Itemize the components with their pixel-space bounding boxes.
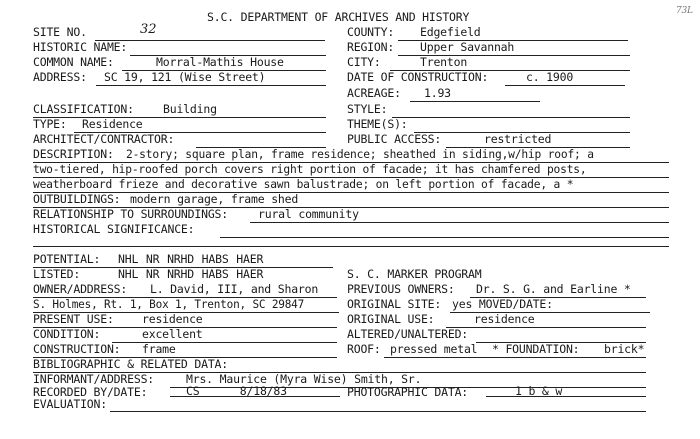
- construction-value: frame: [142, 342, 176, 356]
- original-use-line: [446, 327, 646, 328]
- public-access-label: PUBLIC ACCESS:: [347, 132, 442, 146]
- photographic-label: PHOTOGRAPHIC DATA:: [347, 385, 469, 399]
- condition-value: excellent: [142, 327, 203, 341]
- listed-options: NHL NR NRHD HABS HAER: [118, 267, 264, 281]
- site-no-value: 32: [140, 22, 157, 37]
- original-use-label: ORIGINAL USE:: [347, 312, 435, 326]
- description-rule-3: [33, 192, 669, 193]
- acreage-value: 1.93: [424, 86, 451, 100]
- condition-label: CONDITION:: [33, 327, 101, 341]
- roof-value: pressed metal: [390, 342, 478, 356]
- date-line: [505, 85, 625, 86]
- architect-label: ARCHITECT/CONTRACTOR:: [33, 132, 175, 146]
- region-value: Upper Savannah: [420, 40, 515, 54]
- card-header: S.C. DEPARTMENT OF ARCHIVES AND HISTORY: [207, 10, 470, 24]
- relationship-line: [250, 222, 669, 223]
- acreage-line: [410, 101, 540, 102]
- corner-mark: 73L: [676, 6, 693, 16]
- owner-address-line-2: S. Holmes, Rt. 1, Box 1, Trenton, SC 29847: [33, 297, 305, 311]
- recorded-label: RECORDED BY/DATE:: [33, 385, 148, 399]
- original-site-label: ORIGINAL SITE:: [347, 297, 442, 311]
- roof-foundation-line: [384, 357, 646, 358]
- acreage-label: ACREAGE:: [347, 86, 401, 100]
- original-site-value: yes MOVED/DATE:: [452, 297, 553, 311]
- blank-rule: [33, 246, 669, 247]
- theme-label: THEME(S):: [347, 117, 408, 131]
- altered-label: ALTERED/UNALTERED:: [347, 327, 469, 341]
- outbuildings-label: OUTBUILDINGS:: [33, 192, 121, 206]
- evaluation-label: EVALUATION:: [33, 397, 107, 411]
- original-use-value: residence: [474, 312, 535, 326]
- classification-label: CLASSIFICATION:: [33, 102, 134, 116]
- city-label: CITY:: [347, 55, 381, 69]
- description-line-3: weatherboard frieze and decorative sawn balustrade; on left portion of facade, a *: [33, 177, 574, 191]
- photographic-line: [486, 396, 646, 397]
- public-access-value: restricted: [484, 132, 552, 146]
- roof-label: ROOF:: [347, 342, 381, 356]
- owner-address-label: OWNER/ADDRESS:: [33, 282, 128, 296]
- relationship-label: RELATIONSHIP TO SURROUNDINGS:: [33, 207, 228, 221]
- informant-value: Mrs. Maurice (Myra Wise) Smith, Sr.: [186, 372, 422, 386]
- evaluation-line: [110, 411, 646, 412]
- classification-line: [33, 117, 326, 118]
- relationship-value: rural community: [258, 207, 359, 221]
- common-name-value: Morral-Mathis House: [156, 55, 284, 69]
- region-label: REGION:: [347, 40, 395, 54]
- address-label: ADDRESS:: [33, 70, 87, 84]
- style-label: STYLE:: [347, 102, 388, 116]
- date-of-construction-value: c. 1900: [526, 70, 574, 84]
- recorded-line: [170, 396, 340, 397]
- bibliographic-label: BIBLIOGRAPHIC & RELATED DATA:: [33, 357, 228, 371]
- county-value: Edgefield: [420, 25, 481, 39]
- present-use-value: residence: [142, 312, 203, 326]
- present-use-label: PRESENT USE:: [33, 312, 114, 326]
- informant-label: INFORMANT/ADDRESS:: [33, 372, 155, 386]
- historical-significance-line: [220, 237, 669, 238]
- address-line: [96, 85, 326, 86]
- city-value: Trenton: [420, 55, 468, 69]
- classification-value: Building: [163, 102, 217, 116]
- potential-label: POTENTIAL:: [33, 252, 101, 266]
- foundation-value: brick*: [604, 342, 645, 356]
- address-value: SC 19, 121 (Wise Street): [104, 70, 266, 84]
- description-label: DESCRIPTION:: [33, 147, 114, 161]
- site-no-line: [95, 40, 325, 41]
- county-label: COUNTY:: [347, 25, 395, 39]
- type-label: TYPE:: [33, 117, 67, 131]
- recorded-value: CS 8/18/83: [186, 384, 287, 398]
- owner-address-line-1: L. David, III, and Sharon: [150, 282, 319, 296]
- historical-significance-label: HISTORICAL SIGNIFICANCE:: [33, 222, 195, 236]
- description-line-2: two-tiered, hip-roofed porch covers right portion of facade; it has chamfered posts,: [33, 162, 587, 176]
- outbuildings-value: modern garage, frame shed: [130, 192, 299, 206]
- type-value: Residence: [82, 117, 143, 131]
- potential-options: NHL NR NRHD HABS HAER: [118, 252, 264, 266]
- marker-program: S. C. MARKER PROGRAM: [347, 267, 482, 281]
- common-name-label: COMMON NAME:: [33, 55, 114, 69]
- date-of-construction-label: DATE OF CONSTRUCTION:: [347, 70, 489, 84]
- historic-name-label: HISTORIC NAME:: [33, 40, 128, 54]
- style-line: [392, 117, 630, 118]
- construction-label: CONSTRUCTION:: [33, 342, 121, 356]
- listed-label: LISTED:: [33, 267, 81, 281]
- foundation-label: * FOUNDATION:: [492, 342, 580, 356]
- previous-owners-label: PREVIOUS OWNERS:: [347, 282, 455, 296]
- previous-owners-value: Dr. S. G. and Earline *: [476, 282, 631, 296]
- site-no-label: SITE NO.: [33, 25, 87, 39]
- photographic-value: 1 b & w: [515, 384, 563, 398]
- description-line-1: 2-story; square plan, frame residence; sheathed in siding,w/hip roof; a: [126, 147, 594, 161]
